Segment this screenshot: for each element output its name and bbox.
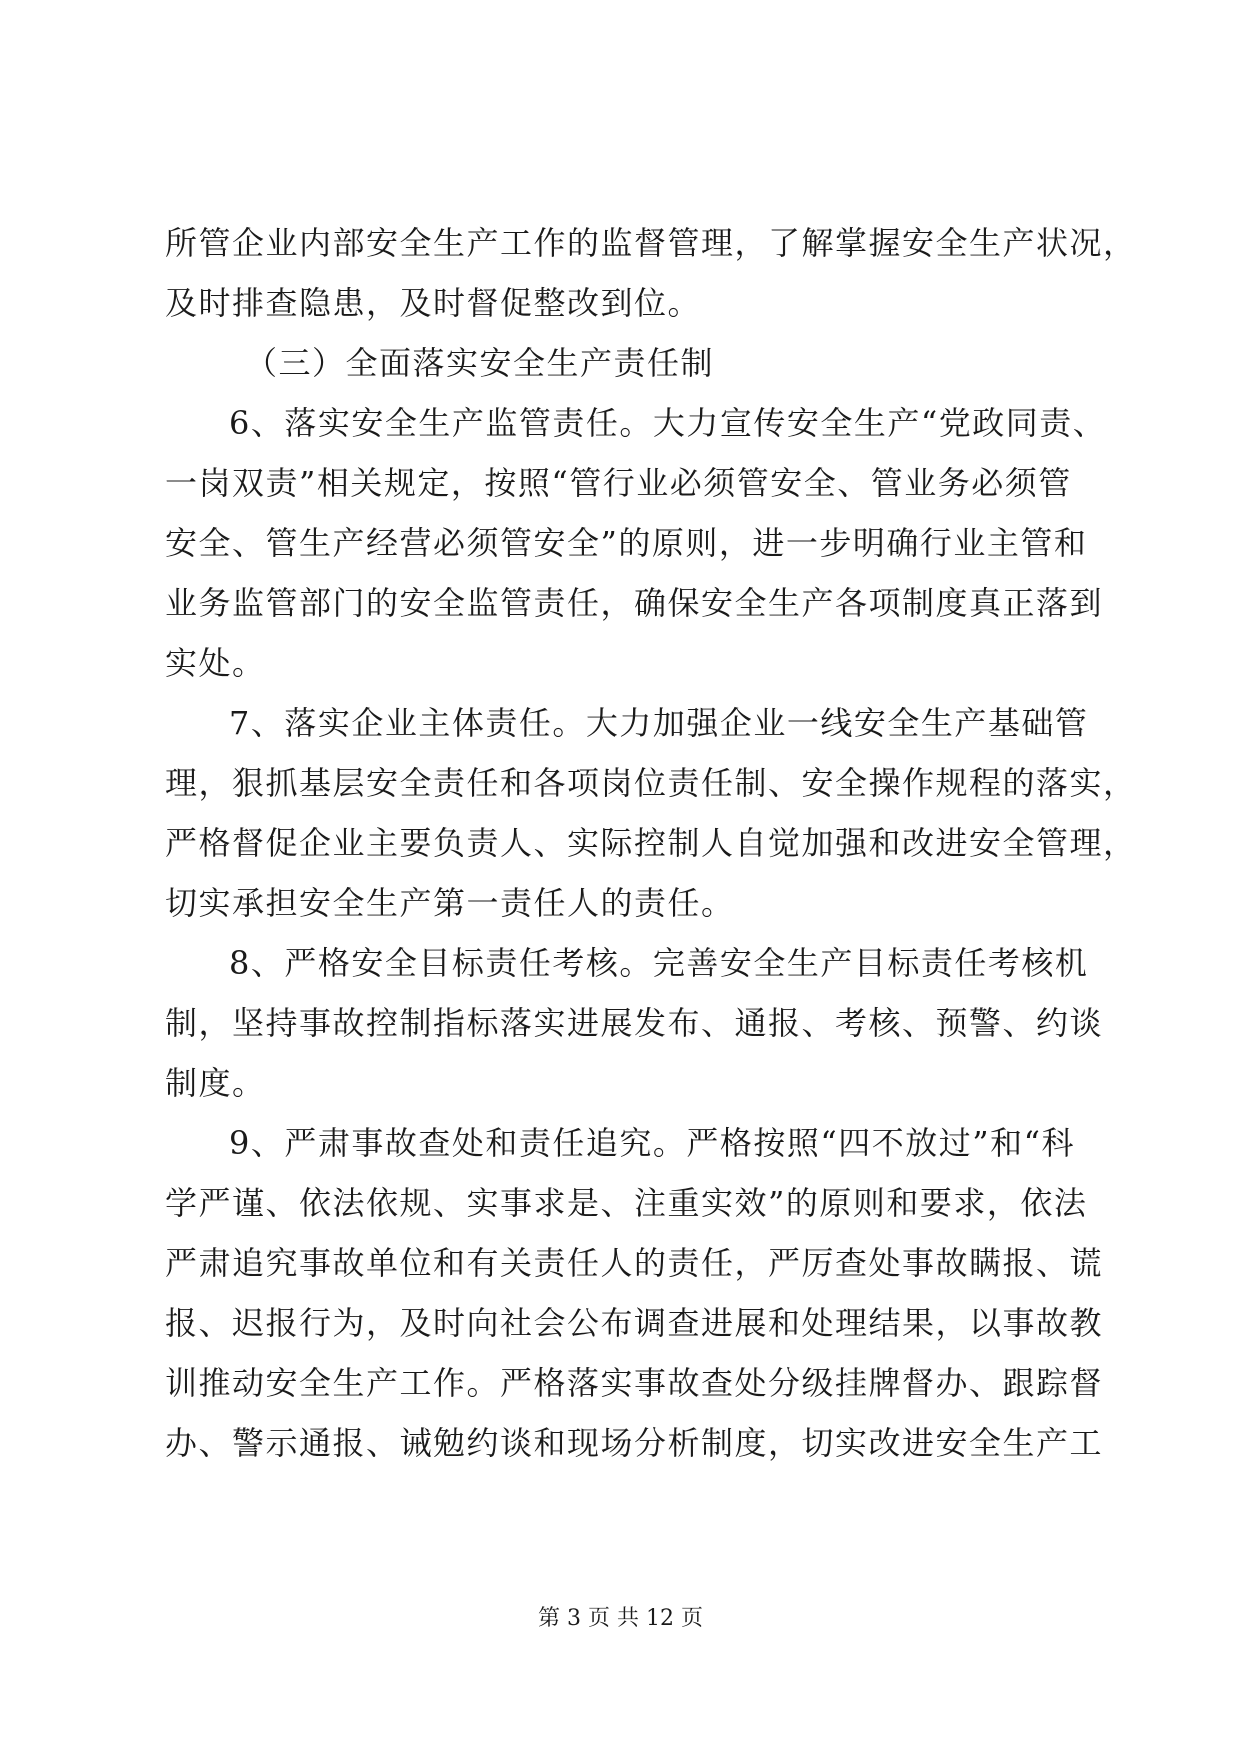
text-line: 安全、管生产经营必须管安全”的原则，进一步明确行业主管和 [165, 524, 1088, 562]
paragraph-start-6: 6、落实安全生产监管责任。大力宣传安全生产“党政同责、 [229, 404, 1107, 442]
document-body [165, 224, 1137, 1487]
text-line: 实处。 [165, 644, 266, 682]
text-line: 切实承担安全生产第一责任人的责任。 [165, 884, 735, 922]
text-line: 严肃追究事故单位和有关责任人的责任，严厉查处事故瞒报、谎 [165, 1244, 1104, 1282]
text-line: 及时排查隐患，及时督促整改到位。 [165, 284, 702, 322]
text-line: 严格督促企业主要负责人、实际控制人自觉加强和改进安全管理， [165, 824, 1137, 862]
text-line: 业务监管部门的安全监管责任，确保安全生产各项制度真正落到 [165, 584, 1104, 622]
text-line: 办、警示通报、诫勉约谈和现场分析制度，切实改进安全生产工 [165, 1424, 1104, 1462]
text-line: 学严谨、依法依规、实事求是、注重实效”的原则和要求，依法 [165, 1184, 1088, 1222]
paragraph-start-9: 9、严肃事故查处和责任追究。严格按照“四不放过”和“科 [229, 1124, 1075, 1162]
text-line: 报、迟报行为，及时向社会公布调查进展和处理结果，以事故教 [165, 1304, 1104, 1342]
text-line: 所管企业内部安全生产工作的监督管理，了解掌握安全生产状况， [165, 224, 1137, 262]
text-line: 制，坚持事故控制指标落实进展发布、通报、考核、预警、约谈 [165, 1004, 1104, 1042]
text-line: 制度。 [165, 1064, 266, 1102]
page-number-footer: 第 3 页 共 12 页 [538, 1606, 703, 1631]
paragraph-start-7: 7、落实企业主体责任。大力加强企业一线安全生产基础管 [229, 704, 1089, 742]
text-line: 一岗双责”相关规定，按照“管行业必须管安全、管业务必须管 [165, 464, 1072, 502]
text-line: 理，狠抓基层安全责任和各项岗位责任制、安全操作规程的落实， [165, 764, 1137, 802]
section-heading: （三）全面落实安全生产责任制 [245, 344, 715, 382]
text-line: 训推动安全生产工作。严格落实事故查处分级挂牌督办、跟踪督 [165, 1364, 1104, 1402]
paragraph-start-8: 8、严格安全目标责任考核。完善安全生产目标责任考核机 [229, 944, 1089, 982]
